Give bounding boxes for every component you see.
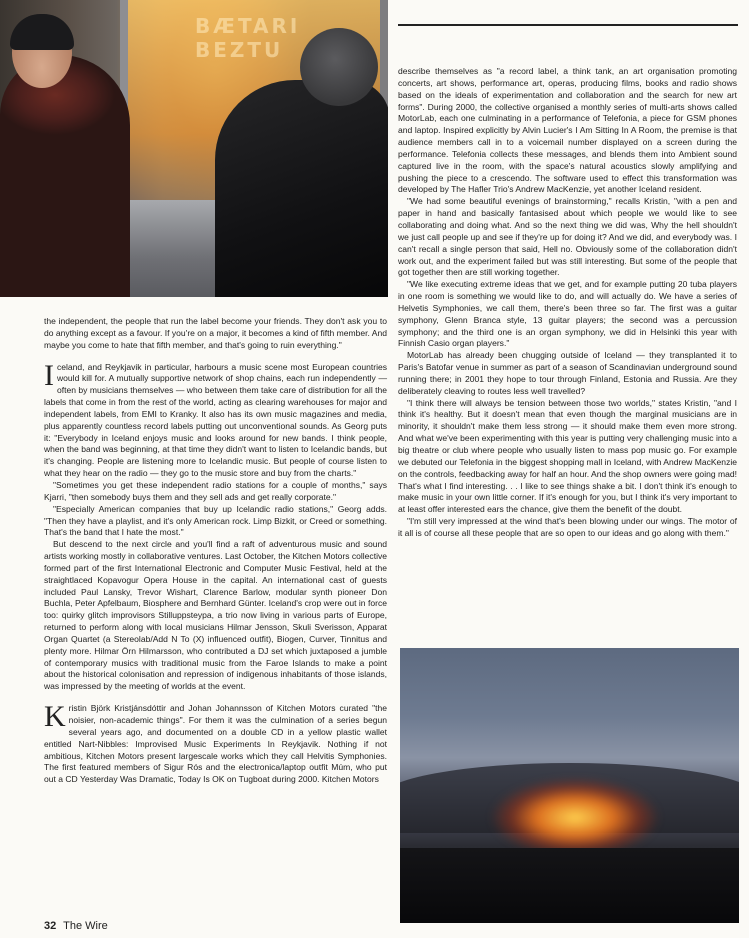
page-footer [44, 920, 108, 932]
right-paragraph-3: "We like executing extreme ideas that we get, and for example putting 20 tuba players in one room is something we would like to do, and will actually do. We have a series of Helvetis Symphonies, we call them, there's been three so far. The first was a guitar symphony, Glenn Branca style, 13 guitar players; the second was a percussion symphony; and the third one is an organ symphony, we did in Helsinki this year with Finnish Casio organ players." [398, 279, 737, 349]
dropcap-k: K [44, 700, 66, 734]
page-number: 32 [44, 920, 57, 932]
right-paragraph-1: describe themselves as "a record label, a think tank, an art organisation promoting concerts, art shows, performance art, operas, producing films, books and radio shows based on the ideals of experimentation and collaboration and the search for new art forms". During 2000, the collective organised a monthly series of multi-arts shows called MotorLab, each one culminating in a performance of Telefonia, a piece for GSM phones and laptop. Inspired explicitly by Alvin Lucier's I Am Sitting In A Room, the premise is that audience members call in to a voicemail number displayed on a screen during the performance. Telefonia collects these messages, and blends them into Ambient sound captured live in the room, with the space's natural acoustics slowly amplifying and pushing the piece to a crescendo. The software used to effect this transformation was developed by The Hafler Trio's Andrew MacKenzie, yet another Iceland resident. [398, 66, 737, 195]
kiosk-sign-line1: BÆTARI [195, 14, 301, 38]
left-paragraph-5: But descend to the next circle and you'll find a raft of adventurous music and sound artists working mostly in collaborative ventures. Last October, the Kitchen Motors collective formed part of the first International Electronic and Computer Music Festival, held at the straightlaced Kopavogur Opera House in the capital. An international cast of guests included Paul Lansky, Trevor Wishart, Clarence Barlow, modular synth pioneer Don Buchla, Peter Apfelbaum, Biosphere and Bernhard Günter. Iceland's crop were out in force too: quirky glitch improvisors Stilluppsteypa, a trio now living in various parts of Europe, returned to perform along with local musicians Hilmar Jensson, Skuli Sverisson, Apparat Organ Quartet (a Stereolab/Add N To (X) influenced outfit), Biogen, Curver, Tinnitus and plenty more. Hilmar Örn Hilmarsson, who contributed a DJ set which juxtaposed a jumble of contemporary musics with traditional music from the Faroe Islands to make a point about the historical colonisation and repression of indigenous inhabitants of those islands, was impressed by the meeting of worlds at the event. [44, 539, 387, 692]
left-paragraph-6-text: ristin Björk Kristjánsdóttir and Johan Johannsson of Kitchen Motors curated "the noisier, non-academic things". For them it was the culmination of a series begun several years ago, and documented on a double CD in a yellow plastic wallet entitled Nart-Nibbles: Improvised Music Experiments In Reykjavik. Nothing if not ambitious, Kitchen Motors present largescale works which they call Helvitis Symphonies. The first featured members of Sigur Rós and the electronica/laptop outfit Múm, who put out a CD Yesterday Was Dramatic, Today Is OK on Tugboat during 2000. Kitchen Motors [44, 703, 387, 785]
bottom-photo [400, 648, 739, 923]
magazine-name: The Wire [63, 920, 108, 932]
right-paragraph-6: "I'm still very impressed at the wind that's been blowing under our wings. The motor of it all is of course all these people that are so open to our ideas and go along with them." [398, 516, 737, 538]
right-paragraph-2: "We had some beautiful evenings of brainstorming," recalls Kristin, "with a pen and paper in hand and basically fantasised about which people we would like to see collaborating and doing what. And so the next thing we did was, Why the hell shouldn't we just call people up and see if they're up for doing it? And we did, and everybody was. I can't recall a single person that said, Hell no. Obviously some of the collaboration didn't work out, and the experiment failed but was still interesting. But some of the people that got together then are still working together. [398, 196, 737, 278]
dropcap-i: I [44, 358, 54, 392]
left-paragraph-4: "Especially American companies that buy up Icelandic radio stations," Georg adds. "Then they have a playlist, and it's only American rock. Limp Bizkit, or Creed or something. That's the band that I hate the most." [44, 503, 387, 538]
person-right-head [300, 28, 378, 106]
kiosk-sign-line2: BEZTU [195, 38, 284, 62]
right-paragraph-4: MotorLab has already been chugging outside of Iceland — they transplanted it to Paris's Batofar venue in summer as part of a season of Scandinavian underground sound running there; in 2001 they hope to tour through Finland, Estonia and Russia. Are they deliberately cleaving to routes less well travelled? [398, 350, 737, 396]
beanie [10, 14, 74, 50]
person-right [215, 80, 388, 297]
dark-foreground [400, 848, 739, 923]
top-photo [0, 0, 388, 297]
left-paragraph-1: the independent, the people that run the label become your friends. They don't ask you to do anything except as a favour. If you're on a major, it becomes a kind of fifth member. And maybe you come to hate that fifth member, and that's going to ruin everything." [44, 316, 387, 350]
blurred-fire-glow [490, 768, 660, 858]
right-paragraph-5: "I think there will always be tension between those two worlds," states Kristin, "and I think it's healthy. But it doesn't mean that even though the marginal musicians are in minority, it shouldn't make them less strong — it should make them even more strong. And what we've been experimenting with this year is putting very challenging music into a big theatre or club where people who usually listen to mass pop music go. For example we debuted our Telefonia in the biggest shopping mall in Iceland, with Andrew MacKenzie on the controls, feedbacking away for half an hour. And the shop owners were going mad! That's what I find interesting. . . I like to see things shake a bit. I don't think it's enough to make music in your own little corner. If it's enough for you, but I think it's very important to at least offer interested ears the chance, give them the benefit of the doubt. [398, 397, 737, 515]
kiosk-sign [195, 14, 300, 62]
left-paragraph-3: "Sometimes you get these independent radio stations for a couple of months," says Kjarri, "then somebody buys them and they sell ads and get really corporate." [44, 479, 387, 502]
right-column [398, 66, 737, 540]
left-paragraph-2 [44, 358, 387, 480]
left-column [44, 316, 387, 786]
left-paragraph-2-text: celand, and Reykjavik in particular, harbours a music scene most European countries would kill for. A mutually supportive network of shop chains, each run independently — often by musicians themselves — who between them take care of distribution for all the labels that come in from the rest of the world, acting as clearing warehouses for major and independent labels, from EMI to Kranky. It also has its own music magazines and media, plus apparently countless record labels putting out unconventional sounds. As Georg puts it: "Everybody in Iceland enjoys music and looks around for new bands. I think people, when the band was beginning, at that time they didn't want to listen to Icelandic bands, but it's changing. People are listening more to Icelandic music. But people of course listen to what they hear on the radio — they go to the music store and buy from the charts." [44, 361, 387, 479]
person-left [0, 55, 130, 297]
top-rule [398, 24, 738, 26]
left-paragraph-6 [44, 700, 387, 786]
kiosk-base [120, 200, 220, 297]
